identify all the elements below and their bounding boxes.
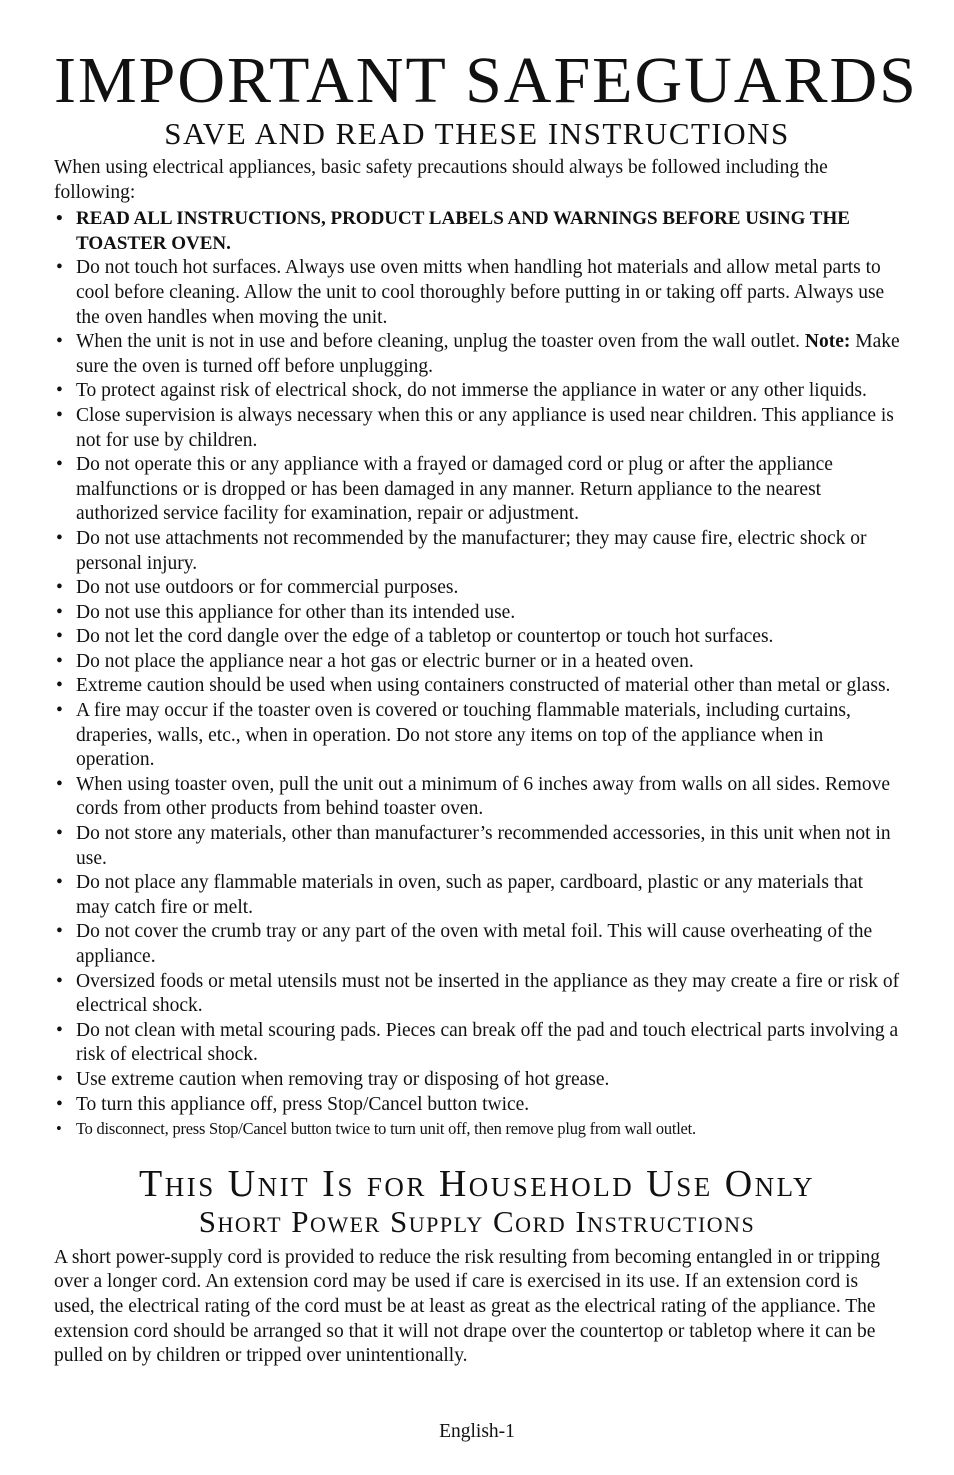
bullet-icon: • bbox=[56, 1068, 63, 1090]
bullet-icon: • bbox=[56, 380, 63, 402]
list-item bbox=[54, 1068, 900, 1093]
bullet-icon: • bbox=[56, 1019, 63, 1041]
list-item bbox=[54, 404, 900, 453]
list-item bbox=[54, 1117, 900, 1142]
list-item-text: To protect against risk of electrical shock, do not immerse the appliance in water or any other liquids. bbox=[76, 380, 867, 402]
bullet-icon: • bbox=[56, 208, 63, 230]
list-item bbox=[54, 822, 900, 871]
bullet-icon: • bbox=[56, 404, 63, 426]
list-item-text: Do not clean with metal scouring pads. Pieces can break off the pad and touch electrical parts involving a risk of electrical shock. bbox=[76, 1019, 899, 1066]
list-item-text: Do not touch hot surfaces. Always use oven mitts when handling hot materials and allow metal parts to cool before cleaning. Allow the unit to cool thoroughly before putting in or taking off parts. Always use the oven handles when moving the unit. bbox=[76, 257, 885, 328]
list-item-text: Oversized foods or metal utensils must not be inserted in the appliance as they may create a fire or risk of electrical shock. bbox=[76, 970, 900, 1017]
cord-instructions-heading: Short Power Supply Cord Instructions bbox=[198, 1203, 756, 1239]
list-item bbox=[54, 453, 900, 527]
bullet-icon: • bbox=[56, 823, 63, 845]
list-item bbox=[54, 207, 900, 256]
list-item bbox=[54, 379, 900, 404]
bullet-icon: • bbox=[56, 650, 63, 672]
list-item-text: Do not cover the crumb tray or any part of the oven with metal foil. This will cause overheating of the appliance. bbox=[76, 921, 873, 967]
manual-page bbox=[54, 0, 918, 1369]
bullet-icon: • bbox=[56, 872, 63, 894]
list-item bbox=[54, 920, 900, 969]
list-item-text: Do not store any materials, other than manufacturer’s recommended accessories, in this unit when not in use. bbox=[76, 823, 891, 869]
list-item-text: Do not use this appliance for other than its intended use. bbox=[76, 601, 516, 623]
list-item bbox=[54, 576, 900, 601]
bullet-icon: • bbox=[56, 921, 63, 943]
list-item bbox=[54, 1093, 900, 1118]
bullet-icon: • bbox=[56, 601, 63, 623]
page-number: English-1 bbox=[439, 1421, 515, 1442]
list-item bbox=[54, 527, 900, 576]
list-item-text: Make sure the oven is turned off before unplugging. bbox=[76, 331, 900, 377]
list-item-text: Use extreme caution when removing tray or disposing of hot grease. bbox=[76, 1068, 610, 1090]
list-item bbox=[54, 699, 900, 773]
bullet-icon: • bbox=[56, 700, 63, 722]
list-item-text: Do not use attachments not recommended by the manufacturer; they may cause fire, electric shock or personal injury. bbox=[76, 527, 867, 574]
list-item bbox=[54, 674, 900, 699]
cord-instructions-paragraph: A short power-supply cord is provided to reduce the risk resulting from becoming entangled in or tripping over a longer cord. An extension cord may be used if care is exercised in its use. If an extension cord is used, the electrical rating of the cord must be at least as great as the electrical rating of the appliance. The extension cord should be arranged so that it will not drape over the countertop or tabletop where it can be pulled on by children or tripped over unintentionally. bbox=[54, 1246, 881, 1367]
list-item-text: Do not let the cord dangle over the edge of a tabletop or countertop or touch hot surfaces. bbox=[76, 626, 774, 648]
list-item-text: READ ALL INSTRUCTIONS, PRODUCT LABELS AND WARNINGS BEFORE USING THE TOASTER OVEN. bbox=[76, 208, 850, 254]
bullet-icon: • bbox=[56, 970, 63, 992]
bullet-icon: • bbox=[56, 577, 63, 599]
list-item-text: To turn this appliance off, press Stop/Cancel button twice. bbox=[76, 1093, 530, 1115]
list-item-text: Do not place any flammable materials in oven, such as paper, cardboard, plastic or any materials that may catch fire or melt. bbox=[76, 872, 864, 918]
list-item bbox=[54, 330, 900, 379]
intro-paragraph: When using electrical appliances, basic safety precautions should always be followed including the following: bbox=[54, 157, 828, 203]
list-item-text: Close supervision is always necessary when this or any appliance is used near children. This appliance is not for use by children. bbox=[76, 404, 894, 451]
list-item bbox=[54, 773, 900, 822]
bullet-icon: • bbox=[56, 331, 63, 353]
list-item bbox=[54, 601, 900, 626]
list-item-text: When using toaster oven, pull the unit out a minimum of 6 inches away from walls on all sides. Remove cords from other products from behind toaster oven. bbox=[76, 773, 890, 820]
list-item bbox=[54, 1019, 900, 1068]
list-item-text: Do not place the appliance near a hot gas or electric burner or in a heated oven. bbox=[76, 650, 694, 672]
page-title: IMPORTANT SAFEGUARDS bbox=[54, 44, 918, 117]
list-item-text: Do not operate this or any appliance with a frayed or damaged cord or plug or after the appliance malfunctions or is dropped or has been damaged in any manner. Return appliance to the nearest authorized service facility for examination, repair or adjustment. bbox=[76, 454, 833, 525]
bullet-icon: • bbox=[56, 1093, 63, 1115]
note-label: Note: bbox=[804, 331, 851, 353]
list-item-text: Extreme caution should be used when using containers constructed of material other than metal or glass. bbox=[76, 675, 891, 697]
list-item-text: To disconnect, press Stop/Cancel button twice to turn unit off, then remove plug from wall outlet. bbox=[76, 1119, 696, 1139]
bullet-icon: • bbox=[56, 675, 63, 697]
list-item bbox=[54, 871, 900, 920]
list-item-text: When the unit is not in use and before cleaning, unplug the toaster oven from the wall outlet. bbox=[76, 331, 805, 353]
bullet-icon: • bbox=[56, 626, 63, 648]
list-item-text: A fire may occur if the toaster oven is covered or touching flammable materials, including curtains, draperies, walls, etc., when in operation. Do not store any items on top of the appliance when in operation. bbox=[76, 700, 851, 771]
list-item bbox=[54, 625, 900, 650]
bullet-icon: • bbox=[56, 773, 63, 795]
bullet-icon: • bbox=[56, 454, 63, 476]
list-item bbox=[54, 650, 900, 675]
household-use-heading: This Unit Is for Household Use Only bbox=[139, 1162, 815, 1205]
bullet-icon: • bbox=[56, 1119, 62, 1139]
list-item-text: Do not use outdoors or for commercial purposes. bbox=[76, 577, 459, 599]
page-subtitle: SAVE AND READ THESE INSTRUCTIONS bbox=[164, 116, 790, 151]
bullet-icon: • bbox=[56, 257, 63, 279]
list-item bbox=[54, 970, 900, 1019]
safeguards-list bbox=[54, 207, 900, 1142]
list-item bbox=[54, 256, 900, 330]
bullet-icon: • bbox=[56, 527, 63, 549]
